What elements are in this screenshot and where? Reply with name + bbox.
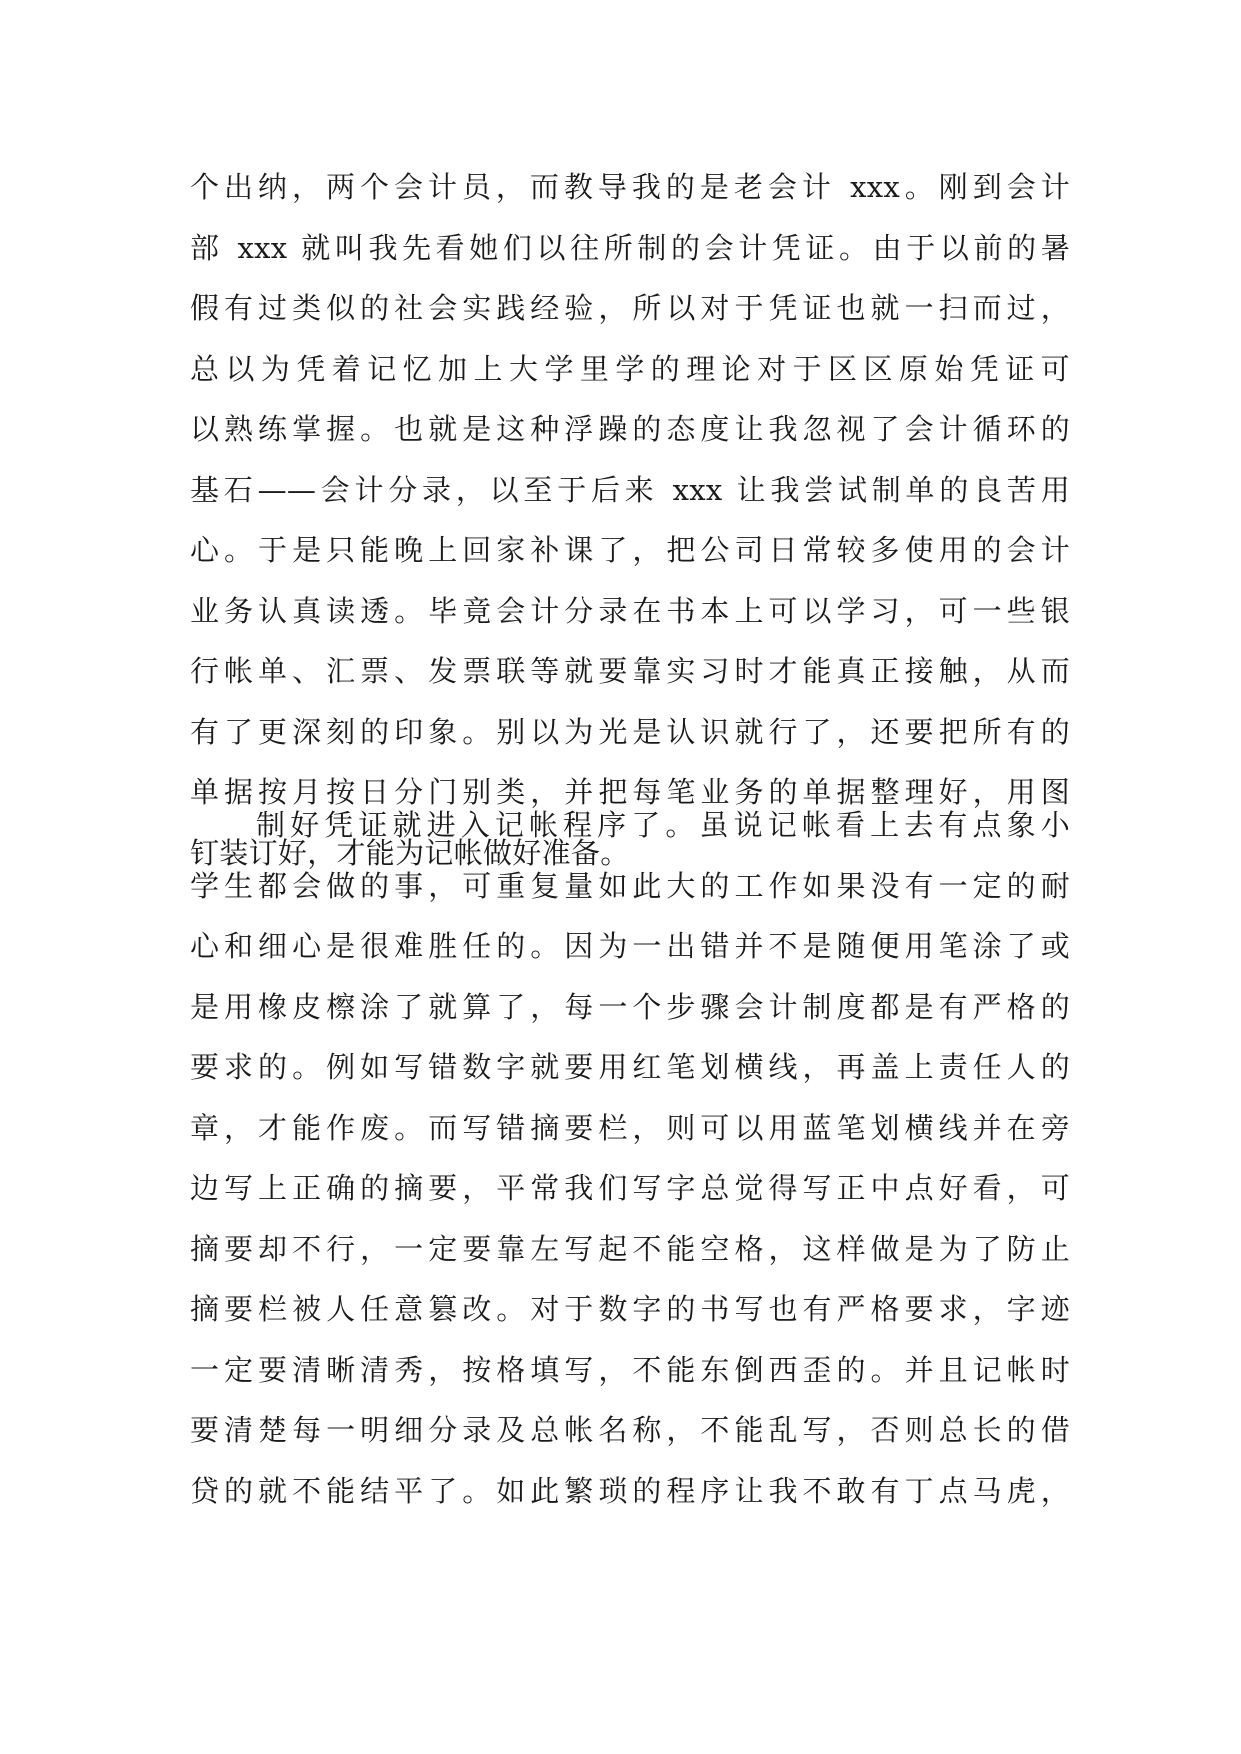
paragraph-line: 业务认真读透。毕竟会计分录在书本上可以学习，可一些银 [190, 593, 1070, 628]
paragraph-line: 边写上正确的摘要，平常我们写字总觉得写正中点好看，可 [190, 1171, 1070, 1205]
paragraph-1 [190, 157, 1070, 883]
paragraph-line: 以熟练掌握。也就是这种浮躁的态度让我忽视了会计循环的 [190, 412, 1070, 446]
paragraph-line: 个出纳，两个会计员，而教导我的是老会计 xxx。刚到会计 [190, 170, 1070, 204]
paragraph-line: 总以为凭着记忆加上大学里学的理论对于区区原始凭证可 [190, 351, 1070, 386]
paragraph-line: 学生都会做的事，可重复量如此大的工作如果没有一定的耐 [190, 868, 1070, 903]
paragraph-line: 假有过类似的社会实践经验，所以对于凭证也就一扫而过， [190, 291, 1070, 325]
paragraph-line: 钉装订好，才能为记帐做好准备。 [190, 835, 630, 870]
paragraph-line: 摘要却不行，一定要靠左写起不能空格，这样做是为了防止 [190, 1231, 1070, 1266]
paragraph-line: 心和细心是很难胜任的。因为一出错并不是随便用笔涂了或 [190, 929, 1070, 963]
paragraph-line: 部 xxx 就叫我先看她们以往所制的会计凭证。由于以前的暑 [190, 230, 1070, 265]
paragraph-line: 基石——会计分录，以至于后来 xxx 让我尝试制单的良苦用 [190, 472, 1070, 507]
paragraph-line: 一定要清晰清秀，按格填写，不能东倒西歪的。并且记帐时 [190, 1352, 1070, 1387]
paragraph-line: 是用橡皮檫涂了就算了，每一个步骤会计制度都是有严格的 [190, 989, 1070, 1024]
paragraph-line: 要清楚每一明细分录及总帐名称，不能乱写，否则总长的借 [190, 1413, 1070, 1447]
paragraph-2 [190, 795, 1070, 1521]
paragraph-line: 贷的就不能结平了。如此繁琐的程序让我不敢有丁点马虎， [190, 1473, 1070, 1508]
paragraph-line: 摘要栏被人任意篡改。对于数字的书写也有严格要求，字迹 [190, 1292, 1070, 1326]
paragraph-line: 制好凭证就进入记帐程序了。虽说记帐看上去有点象小 [256, 808, 1070, 842]
paragraph-line: 单据按月按日分门别类，并把每笔业务的单据整理好，用图 [190, 775, 1070, 809]
paragraph-line: 行帐单、汇票、发票联等就要靠实习时才能真正接触，从而 [190, 654, 1070, 688]
paragraph-line: 要求的。例如写错数字就要用红笔划横线，再盖上责任人的 [190, 1050, 1070, 1084]
paragraph-line: 有了更深刻的印象。别以为光是认识就行了，还要把所有的 [190, 714, 1070, 749]
paragraph-line: 心。于是只能晚上回家补课了，把公司日常较多使用的会计 [190, 533, 1070, 567]
paragraph-line: 章，才能作废。而写错摘要栏，则可以用蓝笔划横线并在旁 [190, 1110, 1070, 1145]
